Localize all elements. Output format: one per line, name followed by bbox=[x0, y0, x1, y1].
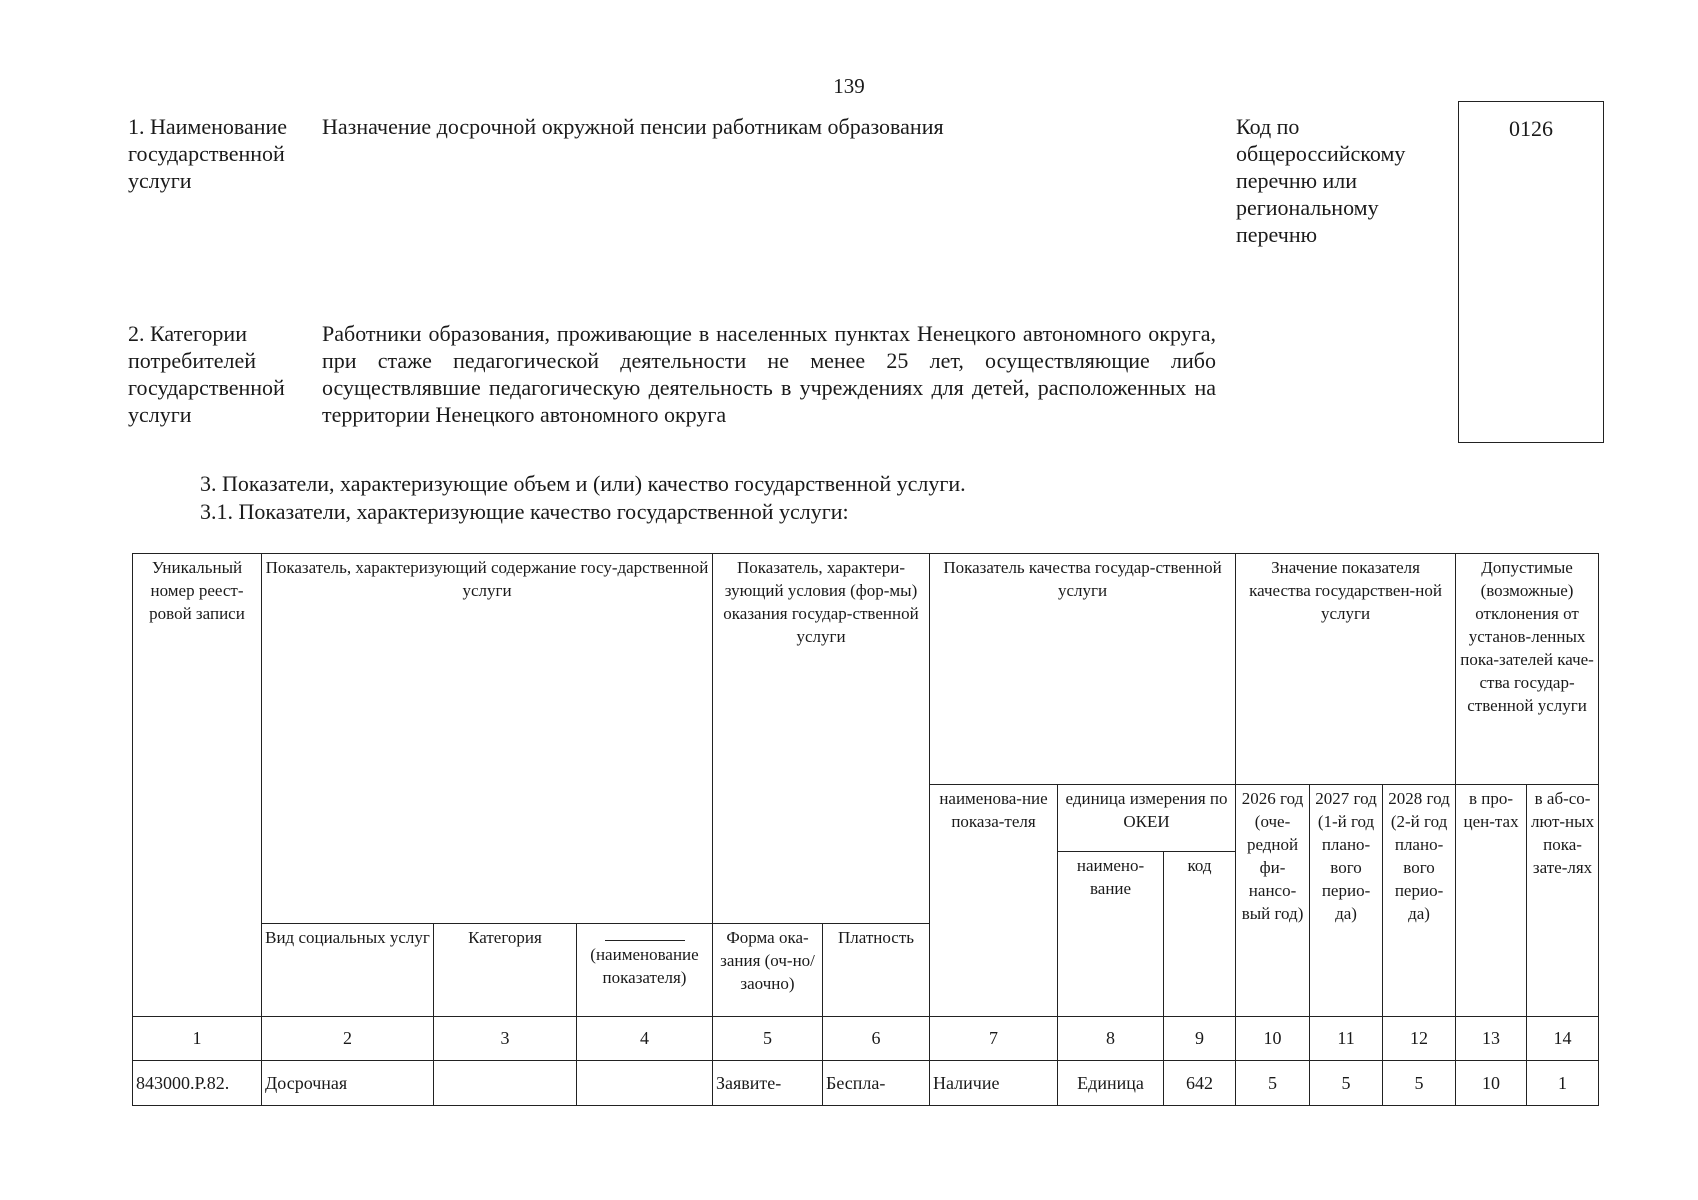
code-label: Код по общероссийскому перечню или региональному перечню bbox=[1236, 114, 1406, 247]
header-indicator-placeholder bbox=[577, 924, 713, 1017]
col-number: 14 bbox=[1527, 1017, 1599, 1061]
col-number: 9 bbox=[1164, 1017, 1236, 1061]
table-cell-unit-name: Единица bbox=[1058, 1061, 1164, 1106]
col-number: 1 bbox=[133, 1017, 262, 1061]
header-social-services: Вид социальных услуг bbox=[262, 924, 434, 1017]
header-deviation-group: Допустимые (возможные) отклонения от установ-ленных пока-зателей каче-ства государ-ственной услуги bbox=[1456, 554, 1599, 785]
header-value-group: Значение показателя качества государствен-ной услуги bbox=[1236, 554, 1456, 785]
table-cell-form: Заявите- bbox=[713, 1061, 823, 1106]
header-year-2026: 2026 год (оче-редной фи-нансо-вый год) bbox=[1236, 785, 1310, 1017]
table-cell-category bbox=[434, 1061, 577, 1106]
blank-line bbox=[605, 926, 685, 941]
header-payment: Платность bbox=[823, 924, 930, 1017]
section1-label: 1. Наименование государственной услуги bbox=[128, 114, 288, 193]
header-registry: Уникальный номер реест-ровой записи bbox=[133, 554, 262, 1017]
header-quality-group: Показатель качества государ-ственной услуги bbox=[930, 554, 1236, 785]
col-number: 8 bbox=[1058, 1017, 1164, 1061]
header-form: Форма ока-зания (оч-но/заочно) bbox=[713, 924, 823, 1017]
col-number: 4 bbox=[577, 1017, 713, 1061]
section3-title: 3. Показатели, характеризующие объем и (или) качество государственной услуги. bbox=[200, 471, 966, 496]
table-cell-2027: 5 bbox=[1310, 1061, 1383, 1106]
table-cell-absolute: 1 bbox=[1527, 1061, 1599, 1106]
table-cell-social-services: Досрочная bbox=[262, 1061, 434, 1106]
table-cell-2026: 5 bbox=[1236, 1061, 1310, 1106]
section1-value: Назначение досрочной окружной пенсии работникам образования bbox=[322, 114, 944, 139]
code-value: 0126 bbox=[1509, 116, 1553, 141]
quality-indicators-table bbox=[132, 553, 1599, 1106]
header-year-2028: 2028 год (2-й год плано-вого перио-да) bbox=[1383, 785, 1456, 1017]
table-cell-percent: 10 bbox=[1456, 1061, 1527, 1106]
indicator-placeholder-label: (наименование показателя) bbox=[590, 945, 699, 987]
col-number: 5 bbox=[713, 1017, 823, 1061]
header-year-2027: 2027 год (1-й год плано-вого перио-да) bbox=[1310, 785, 1383, 1017]
header-indicator-name: наименова-ние показа-теля bbox=[930, 785, 1058, 1017]
table-cell-2028: 5 bbox=[1383, 1061, 1456, 1106]
header-unit-code: код bbox=[1164, 852, 1236, 1017]
table-cell-indicator bbox=[577, 1061, 713, 1106]
header-conditions-group: Показатель, характери-зующий условия (фор-мы) оказания государ-ственной услуги bbox=[713, 554, 930, 924]
code-box bbox=[1458, 101, 1604, 443]
header-unit-okei: единица измерения по ОКЕИ bbox=[1058, 785, 1236, 852]
col-number: 2 bbox=[262, 1017, 434, 1061]
table-cell-payment: Бесплa- bbox=[823, 1061, 930, 1106]
header-unit-name: наимено-вание bbox=[1058, 852, 1164, 1017]
header-category: Категория bbox=[434, 924, 577, 1017]
col-number: 10 bbox=[1236, 1017, 1310, 1061]
header-percent: в про-цен-тах bbox=[1456, 785, 1527, 1017]
section3-subtitle: 3.1. Показатели, характеризующие качество государственной услуги: bbox=[200, 499, 849, 524]
header-content-group: Показатель, характеризующий содержание госу-дарственной услуги bbox=[262, 554, 713, 924]
col-number: 7 bbox=[930, 1017, 1058, 1061]
col-number: 11 bbox=[1310, 1017, 1383, 1061]
section2-label: 2. Категории потребителей государственной услуги bbox=[128, 321, 285, 427]
table-cell-registry: 843000.Р.82. bbox=[133, 1061, 262, 1106]
header-absolute: в аб-со-лют-ных пока-зате-лях bbox=[1527, 785, 1599, 1017]
col-number: 3 bbox=[434, 1017, 577, 1061]
col-number: 13 bbox=[1456, 1017, 1527, 1061]
section2-value: Работники образования, проживающие в населенных пунктах Ненецкого автономного округа, при стаже педагогической деятельности не менее 25 лет, осуществляющие либо осуществлявшие педагогическую деятельность в учреждениях для детей, расположенных на территории Ненецкого автономного округа bbox=[322, 321, 1216, 427]
table-cell-unit-code: 642 bbox=[1164, 1061, 1236, 1106]
page-number: 139 bbox=[833, 74, 865, 98]
col-number: 6 bbox=[823, 1017, 930, 1061]
table-cell-indicator-name: Наличие bbox=[930, 1061, 1058, 1106]
col-number: 12 bbox=[1383, 1017, 1456, 1061]
